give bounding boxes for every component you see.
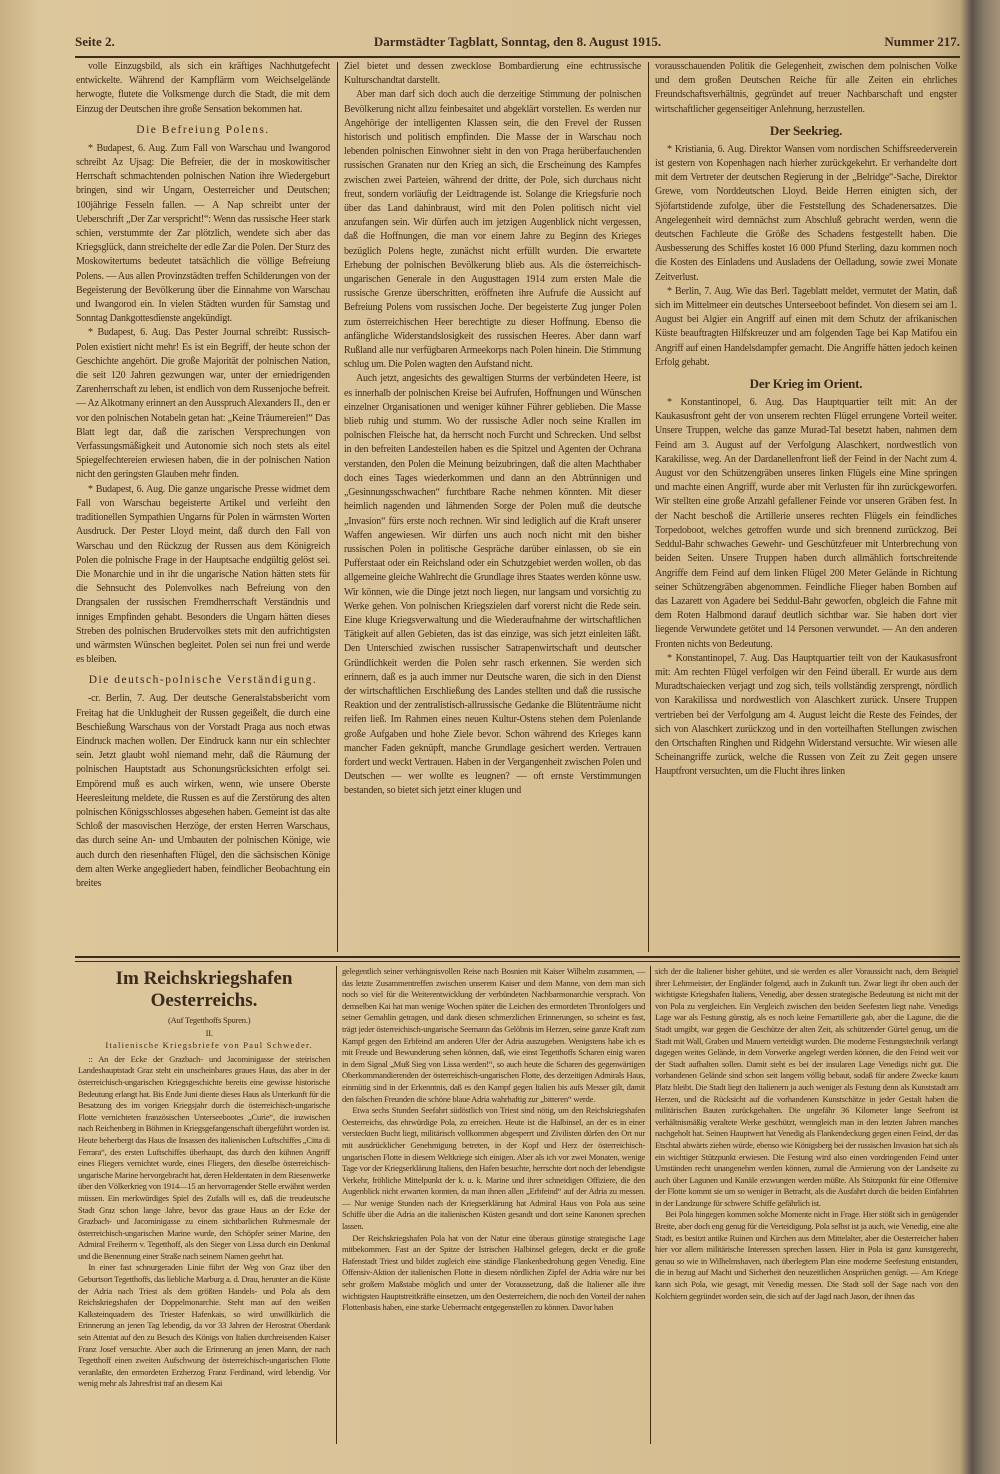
article-paragraph: vorausschauenden Politik die Gelegenheit, zwischen dem polnischen Volke und dem großen Deutschen Reiche für alle Zeiten ein ehrliches Freundschaftsverhältnis, gegründet auf treuer Nachbarschaft und engster wirtschaftlicher gegenseitiger Anlehnung, herzustellen. [655, 61, 957, 115]
feuilleton-column-3 [655, 966, 958, 1302]
column-divider [337, 62, 338, 952]
article-paragraph: * Budapest, 6. Aug. Die ganze ungarische Presse widmet dem Fall von Warschau begeisterte Artikel und verleiht den traditionellen Sympathien Ungarns für Polen in wärmsten Worten Ausdruck. Der Pester Lloyd meint, daß durch den Fall von Warschau und den Rückzug der Russen aus dem Königreich Polen die polnische Frage in der Hauptsache endgültig gelöst sei. Die Monarchie und in ihr die ungarische Nation hätten stets für die Sehnsucht des Polenvolkes nach Befreiung von den Drangsalen der russischen Fremdherrschaft Verständnis und inniges Empfinden gehabt. Besonders die Ungarn hätten dieses Streben des polnischen Brudervolkes stets mit den aufrichtigsten und wärmsten Wünschen begleitet. Polen sei nun frei und werde es bleiben. [76, 483, 330, 666]
masthead-title: Darmstädter Tagblatt, Sonntag, den 8. August 1915. [373, 34, 662, 49]
feuilleton-paragraph: Etwa sechs Stunden Seefahrt südöstlich von Triest sind nötig, um den Reichskriegshafen Oesterreichs, das ehrwürdige Pola, zu erreichen. Heute ist die Halbinsel, an der es in einer versteckten Bucht liegt, militärisch vollkommen abgesperrt und Zivilisten dürfen den Ort nur mit ausdrücklicher Genehmigung betreten, in der Kopf und Herz der österreichisch-ungarischen Flotte in diesem Weltkriege sich einigen. Aber als ich vor zwei Monaten, wenige Tage vor der Kriegserklärung Italiens, den Hafen besuchte, herrschte dort noch der lebendigste Verkehr, fröhliche Mittelpunkt der k. u. k. Marine und ihrer schneidigen Offiziere, die den Augenblick nicht erwarten konnten, da man ihnen allen „Erbfeind“ auf der Adria zu messen. — Nur wenige Stunden nach der Kriegserklärung hat Admiral Haus von Pola aus seine Schiffe über die Adria an die italienischen Küsten gesandt und dort seine Kanonen sprechen lassen. [342, 1105, 645, 1232]
column-3 [655, 60, 957, 780]
header-rule [75, 56, 960, 58]
column-divider [648, 62, 649, 952]
feuilleton-paragraph: :: An der Ecke der Grazbach- und Jacominigasse der steirischen Landeshauptstadt Graz steht ein unscheinbares graues Haus, das aber in der österreichisch-ungarischen Kriegsgeschichte bereits eine gewisse historische Bedeutung erlangt hat. Bis Ende Juni diente dieses Haus als Unterkunft für die Besatzung des im vorigen Kriegsjahr durch die österreichisch-ungarische Flotte vernichteten französischen Unterseebootes „Curie“, die inzwischen nach Reichenberg in Böhmen in Kriegsgefangenschaft übergeführt worden ist. Heute beherbergt das Haus die Insassen des italienischen Luftschiffes „Citta di Ferrara“, des ersten Luftschiffes überhaupt, das durch den kühnen Angriff eines Fliegers vernichtet wurde, eines Fliegers, den dieselbe österreichisch-ungarische Marine hervorgebracht hat, deren Heldentaten in dem Riesenwerke über den Völkerkrieg von 1914—15 an hervorragender Stelle erwähnt werden müssen. Ein merkwürdiges Spiel des Zufalls will es, daß die treudeutsche Stadt Graz schon lange Jahre, bevor das graue Haus an der Ecke der Grazbach- und Jacominigasse zu einem sichtbarlichen Ruhmesmale der österreichisch-ungarischen Marine wurde, den Schöpfer seiner Marine, den Admiral Freiherrn v. Tegetthoff, als den Sieger von Lissa durch ein Denkmal und die Benennung einer Straße nach seinem Namen geehrt hat. [78, 1053, 330, 1261]
article-paragraph: * Budapest, 6. Aug. Das Pester Journal schreibt: Russisch-Polen existiert nicht mehr! Es ist ein Begriff, der heute schon der Geschichte angehört. Die große Majorität der polnischen Nation, die seit 120 Jahren gezwungen war, unter der erniedrigenden Zarenherrschaft zu leben, ist endlich von dem Russenjoche befreit. — Az Alkotmany erinnert an den Ausspruch Alexanders II., den er vor den polnischen Notabeln getan hat: „Keine Träumereien!“ Das Blatt legt dar, daß die zarischen Versprechungen von Verfassungsmäßigkeit und Autonomie sich noch stets als eitel Spiegelfechtereien erwiesen haben, die in der polnischen Nation nicht den geringsten Glauben mehr finden. [76, 327, 330, 481]
article-paragraph: Auch jetzt, angesichts des gewaltigen Sturms der verbündeten Heere, ist es innerhalb der polnischen Kreise bei Aufrufen, Hoffnungen und Wünschen einzelner Organisationen und weniger kühner Führer geblieben. Die Masse blieb ruhig und stumm. Wo der russische Adler noch seine Krallen im polnischen Fleische hat, da herrscht noch Furcht und Schrecken. Und selbst in den befreiten Landesteilen haben es die Spitzel und Agenten der Ochrana verstanden, den Polen die Meinung beizubringen, daß die alten Machthaber doch eines Tages wiederkommen und dann an den Abtrünnigen und „Gesinnungsschwachen“ furchtbare Rache nehmen könnten. Mit dieser heimlich nagenden und lähmenden Sorge der Polen muß die deutsche „Invasion“ fürs erste noch rechnen. Wir sind lediglich auf die Kraft unserer Waffen angewiesen. Wir dürfen uns auch noch nicht mit den bisher russischen Polen in politische Gespräche darüber einlassen, ob sie ein Pufferstaat oder ein Reichsland oder ein Schutzgebiet werden wollen, ob das allgemeine gleiche Wahlrecht die Grundlage ihres Staates werden könne usw. Wir können, wie die Dinge jetzt noch liegen, nur langsam und vorsichtig zu Werke gehen. Von polnischen Kriegszielen darf vorerst nicht die Rede sein. Eine kluge Kriegsverwaltung und die Wiederaufnahme der wirtschaftlichen Tätigkeit auf allen Gebieten, das ist das einzige, was sich jetzt einleiten läßt. Den Unterschied zwischen russischer Satrapenwirtschaft und deutscher Gründlichkeit werden die Polen sehr rasch erkennen. Sie werden sich erinnern, daß es ja auch immer nur Deutsche waren, die sich in den Dienst der wirtschaftlichen Erschließung des Landes stellten und daß die russische Reaktion und der zentralistisch-allrussische Gedanke die Blütenträume nicht reifen ließ. Im Rahmen eines neuen Kultur-Ostens stehen dem Polenlande große Aufgaben und hohe Ziele bevor. Schon während des Krieges kann mancher Faden geknüpft, manche Grundlage gesichert werden. Vertrauen fordert und weckt Vertrauen. Haben in der Vergangenheit zwischen Polen und Deutschen — wer wollte es leugnen? — oft ernste Verstimmungen bestanden, so bietet sich jetzt einer klugen und [344, 373, 641, 797]
feuilleton-paragraph: Bei Pola hingegen kommen solche Momente nicht in Frage. Hier stößt sich in genügender Breite, aber doch eng genug für die Verteidigung. Pola selbst ist ja auch, wie Venedig, eine alte Stadt, es besitzt antike Ruinen und Kirchen aus dem Mittelalter, aber die Oesterreicher haben hier vor allem militärische Interessen sprechen lassen. Hier in Pola ist ganz kunstgerecht, genau so wie in Wilhelmshaven, nach überlegtem Plan eine moderne Seefestung entstanden, die in bezug auf Macht und Sicherheit den neuzeitlichen Ansprüchen genügt. — Am Kriege kann sich Pola, wie gesagt, mit Venedig messen. Die Stadt soll der Sage nach von den Kolchiern gegründet worden sein, die sich auf der Jagd nach Jason, der ihnen das [655, 1209, 958, 1301]
article-paragraph: Ziel bietet und dessen zwecklose Bombardierung eine echtrussische Kulturschandtat darstellt. [344, 61, 641, 87]
article-paragraph: * Berlin, 7. Aug. Wie das Berl. Tageblatt meldet, vermutet der Matin, daß sich im Mittelmeer ein deutsches Unterseeboot befindet. Von diesem sei am 1. August bei Algier ein Angriff auf einen mit dem Schutz der afrikanischen Küste beauftragten Hilfskreuzer und am folgenden Tage bei Kap Matifou ein Angriff auf einen Handelsdampfer gemacht. Die Angriffe hätten jedoch keinen Erfolg gehabt. [655, 285, 957, 368]
feuilleton-paragraph: Der Reichskriegshafen Pola hat von der Natur eine überaus günstige strategische Lage mitbekommen. Fast an der Spitze der Istrischen Halbinsel gelegen, deckt er die große Hafenstadt Triest und bildet zugleich eine ständige Flankenbedrohung gegen Venedig. Eine Offensiv-Aktion der italienischen Flotte in diesem nördlichen Zipfel der Adria wäre nur bei sehr großem Maßstabe möglich und unter der Voraussetzung, daß die Italiener alle ihre wichtigsten Hauptstreitkräfte einsetzen, um den Oesterreichern, die noch den Vorteil der nahen Flottenbasis haben, eine starke Uebermacht entgegenstellen zu können. Davor haben [342, 1232, 645, 1313]
feuilleton-paragraph: In einer fast schnurgeraden Linie führt der Weg von Graz über den Geburtsort Tegetthoffs, das liebliche Marburg a. d. Drau, herunter an die Küste der Adria nach Triest als dem größten Handels- und Pola als dem Reichskriegshafen der Doppelmonarchie. Steht man auf den weißen Kalksteinquadern des Triester Hafenkais, so wird unwillkürlich die Erinnerung an jenen Tag lebendig, da vor 33 Jahren der Herostrat Oberdank sein Attentat auf den zu Besuch des Königs von Italien durchreisenden Kaiser Franz Josef versuchte. Aber auch die Erinnerung an jenen Mann, der nach Tegetthoff einen zweiten Aufschwung der österreichisch-ungarischen Flotte veranlaßte, den ermordeten Erzherzog Franz Ferdinand, wird lebendig. Vor wenig mehr als Jahresfrist traf an diesem Kai [78, 1262, 330, 1389]
feuilleton-part: II. [205, 1027, 213, 1038]
issue-number: Nummer 217. [884, 34, 960, 49]
section-heading: Die Befreiung Polens. [136, 123, 270, 136]
feuilleton-subtitle: (Auf Tegetthoffs Spuren.) [167, 1015, 251, 1025]
section-heading: Der Seekrieg. [769, 122, 843, 138]
feuilleton-title: Im Reichskriegshafen Oesterreichs. [115, 968, 293, 1011]
article-paragraph: * Konstantinopel, 6. Aug. Das Hauptquartier teilt mit: An der Kaukasusfront geht der von unserem rechten Flügel errungene Vorteil weiter. Unsere Truppen, welche das ganze Murad-Tal besetzt haben, nahmen dem Feind am 3. August auf der Verfolgung Alaschkert, nordwestlich von Karakilisse, weg. An der Dardanellenfront ließ der Feind in der Nacht zum 4. August vor den Schützengräben unseres linken Flügels eine Mine springen und machte einen Angriff, wurde aber mit Verlusten für ihn zurückgeworfen. Wir stellten eine große Anzahl gefallener Feinde vor unseren Gräben fest. In der Nacht beschoß die Artillerie unseres rechten Flügels ein feindliches Torpedoboot, welches getroffen wurde und sich brennend zurückzog. Bei Seddul-Bahr schwaches Gewehr- und Geschützfeuer mit Unterbrechung von beiden Seiten. Unsere Truppen haben durch allmählich fortschreitende Angriffe dem Feind auf dem linken Flügel 200 Meter Gelände in Richtung seiner Schützengräben abgenommen. Feindliche Flieger haben Bomben auf das Lazarett von Agadere bei Seddul-Bahr geworfen, obgleich die Fahne mit dem Roten Halbmond darauf deutlich sichtbar war. Sie haben dort vier liegende Verwundete getötet und 14 Personen verwundet. — An den anderen Fronten nichts von Bedeutung. [655, 397, 957, 650]
article-paragraph: * Budapest, 6. Aug. Zum Fall von Warschau und Iwangorod schreibt Az Ujsag: Die Befreier, die der in moskowitischer Herrschaft schmachtenden polnischen Nation ihre Wiedergeburt bringen, sind wir Ungarn, Oesterreicher und Deutschen; 100jährige Fesseln fallen. — A Nap schreibt unter der Ueberschrift „Der Zar verspricht!“: Wenn das russische Heer stark schien, verstummte der Zar plötzlich, wendete sich aber das Kriegsglück, dann streichelte der edle Zar die Polen. Der Sturz des Moskowitertums bedeutet tatsächlich die völlige Befreiung Polens. — Aus allen Provinzstädten treffen Schilderungen von der Begeisterung der Bevölkerung über die Einnahme von Warschau und Iwangorod ein. In vielen Städten wurden für Samstag und Sonntag Dankgottesdienste angekündigt. [76, 142, 330, 325]
page-number: Seite 2. [75, 34, 115, 49]
article-paragraph: volle Einzugsbild, als sich ein kräftiges Nachhutgefecht entwickelte. Während der Kampflärm vom Weichselgelände herwogte, flutete die Volksmenge durch die Stadt, die mit dem Einzug der Deutschen ihre große Sensation bekommen hat. [76, 61, 330, 115]
article-paragraph: * Konstantinopel, 7. Aug. Das Hauptquartier teilt von der Kaukasusfront mit: Am rechten Flügel verfolgen wir den Feind überall. Er wurde aus dem Muradtschaiecken verjagt und zog sich, teils vollständig zersprengt, nördlich von Karakilissa und nordwestlich von Alaschkert zurück. Unsere Truppen vertrieben bei der Verfolgung am 4. August leicht die Reste des Feindes, der sich von Alaschkert zurückzog und in den vorteilhaften Stellungen zwischen den Ortschaften Ringhen und Ridgehn Widerstand versuchte. Wir wiesen alle Scheinangriffe zurück, welche die Russen von Zeit zu Zeit gegen unsere Hauptfront versuchten, um die Flucht ihres linken [655, 652, 957, 778]
feuilleton-rule [75, 956, 960, 958]
feuilleton-column-2 [342, 966, 645, 1314]
feuilleton-paragraph: sich der die Italiener bisher gehütet, und sie werden es aller Voraussicht nach, dem Beispiel ihrer Lehrmeister, der Engländer folgend, auch in Zukunft tun. Zwar liegt ihr oben auch der wichtigste Kriegshafen Italiens, Venedig, aber dessen strategische Bedeutung ist nicht mit der von Pola zu vergleichen. Ein Vergleich zwischen den beiden Seefesten liegt nahe. Venedigs Lage war als Festung günstig, als es noch keine Fernartillerie gab, aber die Lagune, die die Stadt umgibt, war gegen die Geschütze der alten Zeit, als schützender Gürtel genug, um die Stadt mit Wall, Graben und Mauern verteidigt wurden. Die moderne Festungstechnik verlangt dagegen weites Gelände, in dem Vorwerke angelegt werden können, die den Feind weit vor der Stadt aufhalten sollen. Damit steht es bei der insularen Lage Venedigs nicht gut. Die vorhandenen Gelände sind schon seit langem völlig bebaut, sodaß für andere Zwecke kaum Platz bleibt. Die Stadt liegt den Italienern ja auch weniger als Festung denn als Kunststadt am Herzen, und die Rücksicht auf die vorhandenen Kunstschätze in jeder Gestalt haben die militärischen Bauten zurückgehalten. Die ungefähr 36 Kilometer lange Seefront ist verhältnismäßig veraltete Werke geschützt, wenngleich man in den letzten Jahren manches nachgeholt hat. Seinen Hauptwert hat Venedig als Flankendeckung gegen einen Feind, der das Etschtal abwärts ziehen würde, ebenso wie Königsberg bei der russischen Invasion hat sich als ein wichtiger Stützpunkt erwiesen. Die Festung wird also einen vordringenden Feind unter Umständen recht unangenehm werden können, zumal die Armierung von der Landseite zu auch über Lagunen und Kanäle erzwungen werden müßte. Als Stützpunkt für eine Offensive der Flotte kommt sie um so weniger in Betracht, als die Ausfahrt durch die beiden Einfahrten in der Landzunge für schwere Schiffe gefährlich ist. [655, 966, 958, 1208]
column-2 [344, 60, 641, 799]
column-1 [76, 60, 330, 891]
section-heading: Die deutsch-polnische Verständigung. [88, 674, 318, 687]
article-paragraph: -cr. Berlin, 7. Aug. Der deutsche Generalstabsbericht vom Freitag hat die Unklugheit der Russen gegeißelt, die durch eine Beschießung Warschaus von der Vorstadt Praga aus noch etwas Eindruck machen wollen. Der Eindruck kann nur ein schlechter sein. Jetzt glaubt wohl niemand mehr, daß die Räumung der polnischen Hauptstadt aus Schonungsrücksichten erfolgt sei. Empörend muß es auch wirken, wenn, wie unsere Oberste Heeresleitung meldete, die Russen es auf die Zerstörung des alten polnischen Königsschlosses abgesehen haben. Gemeint ist das alte Schloß der masovischen Herzöge, der ersten Herren Warschaus, das durch seine An- und Umbauten der polnischen Könige, wie auch durch den riesenhaften Flügel, den die sächsischen Könige dem alten Werke angegliedert haben, feindlicher Beobachtung ein breites [76, 693, 330, 889]
feuilleton-column-1 [78, 966, 330, 1390]
article-paragraph: Aber man darf sich doch auch die derzeitige Stimmung der polnischen Bevölkerung nicht allzu feinbesaitet und abgeklärt vorstellen. Es werden nur Angehörige der intelligenten Klassen sein, die den Frevel der Russen historisch und politisch empfinden. Die Masse der in Warschau noch lebenden polnischen Einwohner sieht in den von Praga herüberfauchenden russischen Granaten nur den Krieg an sich, die Erscheinung des Kampfes zwischen zwei Parteien, während der dritte, der Pole, sich durchaus nicht freut, sondern vorläufig der Leidtragende ist. Solange die Kriegsfurie noch über das Land dahinbraust, wird mit den Polen politisch nicht viel anzufangen sein. Wir dürfen auch im jetzigen Augenblick nicht vergessen, daß die Hoffnungen, die man vor einem Jahre zu Beginn des Krieges bezüglich Polens hegte, zunächst nicht erfüllt wurden. Die erwartete Erhebung der polnischen Bevölkerung blieb aus. Als die österreichisch-ungarischen Generale in den Augusttagen 1914 zum ersten Male die russische Grenze überschritten, eröffneten ihre Aufrufe die Aussicht auf Befreiung Polens vom russischen Joche. Der begeisterte Zug junger Polen zum österreichischen Heer berechtigte zu dieser Hoffnung. Ebenso die anfängliche Widerstandslosigkeit des russischen Heeres. Aber dann warf Rußland alle nur verfügbaren Armeekorps nach Polen hinein. Die Stimmung schlug um. Die Polen wagten den Aufstand nicht. [344, 89, 641, 371]
feuilleton-byline: Italienische Kriegsbriefe von Paul Schweder. [105, 1040, 313, 1051]
feuilleton-paragraph: gelegentlich seiner verhängnisvollen Reise nach Bosnien mit Kaiser Wilhelm zusammen, — das letzte Zusammentreffen zwischen unserem Kaiser und dem Manne, von dem man sich noch so viel für die Weiterentwicklung der verbündeten Nachbarmonarchie versprach. Von demselben Kai hat man wenige Wochen später die Leichen des ermordeten Thronfolgers und seiner Gemahlin getragen, und dank diesen schmerzlichen Erinnerungen, so scheint es fast, trägt jeder österreichisch-ungarische Seemann das Gelöbnis im Herzen, seine ganze Kraft zum Kampf gegen den Erbfeind am anderen Ufer der Adria auszugeben. Wenigstens habe ich es mit Freude und Bewunderung sehen können, daß, wie einst Tegetthoffs Scharen einig waren in dem Signal „Muß Sieg von Lissa werden!“, so auch heute die Scharen des gegenwärtigen Oberkommandierenden der österreichisch-ungarischen Flotte, des derzeitigen Admirals Haus, einmütig sind in der Erkenntnis, daß es den Kampf gegen Italien bis aufs Messer gilt, damit den falschen Freunden die schöne blaue Adria wahrhaftig zur „bitteren“ werde. [342, 966, 645, 1104]
column-divider [336, 966, 337, 1444]
column-divider [650, 966, 651, 1444]
article-paragraph: * Kristiania, 6. Aug. Direktor Wansen vom nordischen Schiffsreederverein ist gestern von Kopenhagen nach hierher zurückgekehrt. Er verhandelte dort mit dem Vertreter der deutschen Regierung in der „Belridge“-Sache, Direktor Grewe, vom Norddeutschen Lloyd. Beide Herren einigten sich, der Sjöfartstidende zufolge, über die Feststellung des Schadenersatzes. Die Angelegenheit wird demnächst zum Abschluß gebracht werden, wenn die deutschen Fachleute die Größe des Schadens festgestellt haben. Die Ausbesserung des Schiffes kostet 16 000 Pfund Sterling, dazu kommen noch die Kosten des Einladens und Ausladens der Oelladung, sowie zwei Monate Zeitverlust. [655, 143, 957, 283]
feuilleton-rule-2 [75, 961, 960, 962]
page-header [75, 30, 960, 54]
section-heading: Der Krieg im Orient. [749, 376, 863, 392]
